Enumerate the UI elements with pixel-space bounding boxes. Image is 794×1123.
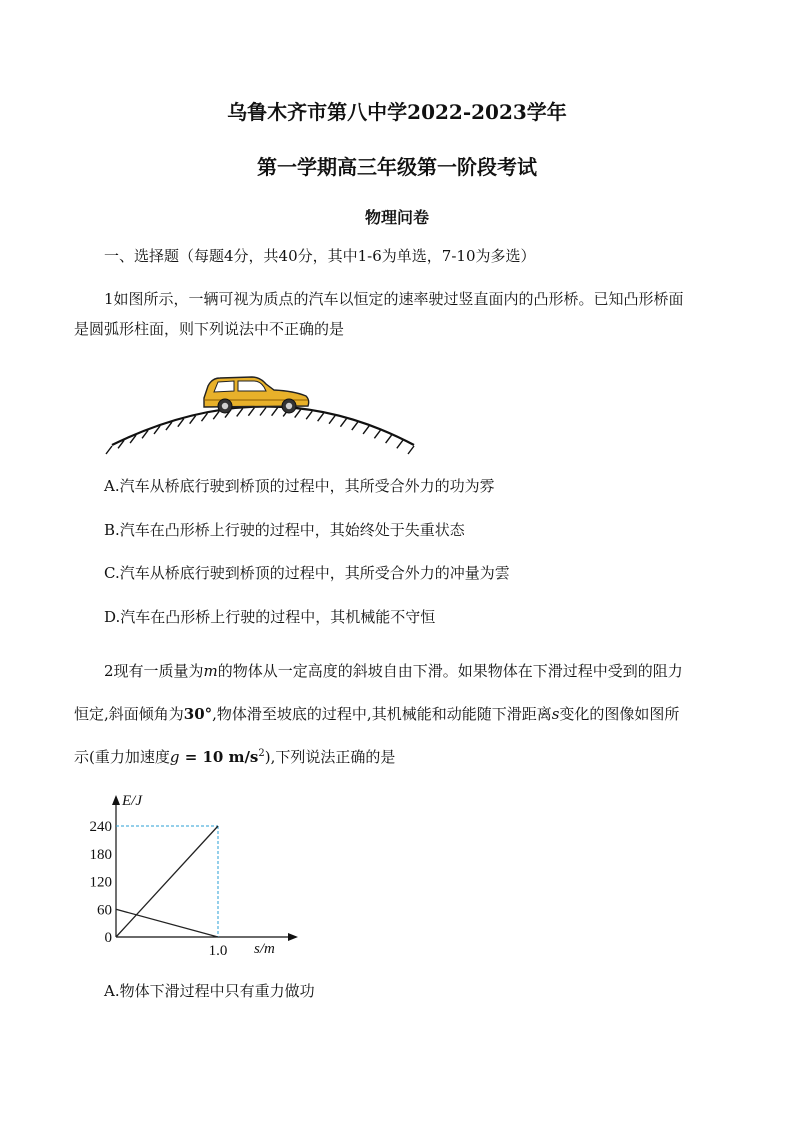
- exam-title-line1: 乌鲁木齐市第八中学2022-2023学年: [227, 100, 567, 124]
- bridge-hatch-mark: [213, 411, 219, 419]
- subject-title: 物理问卷: [364, 208, 429, 227]
- q1-option-a: A.汽车从桥底行驶到桥顶的过程中，其所受合外力的功为雰: [104, 477, 495, 495]
- series-line-1: [116, 826, 218, 937]
- q1-stem-line2: 是圆弧形柱面，则下列说法中不正确的是: [74, 320, 345, 338]
- bridge-hatch-mark: [106, 446, 112, 454]
- bridge-hatch-mark: [363, 426, 369, 434]
- bridge-hatch-mark: [340, 419, 346, 427]
- bridge-hatch-mark: [295, 410, 301, 418]
- exam-title-line2: 第一学期高三年级第一阶段考试: [257, 155, 537, 179]
- bridge-hatch-mark: [318, 413, 324, 421]
- q2-stem-line2: 恒定,斜面倾角为30°,物体滑至坡底的过程中,其机械能和动能随下滑距离s变化的图像如图所: [74, 705, 680, 723]
- bridge-hatch-mark: [352, 422, 358, 430]
- bridge-hatch-mark: [397, 440, 403, 448]
- y-tick-label: 120: [89, 874, 112, 891]
- bridge-hatch-mark: [248, 408, 254, 416]
- bridge-hatch-mark: [306, 411, 312, 419]
- bridge-hatch-mark: [374, 430, 380, 438]
- y-tick-label: 180: [89, 846, 112, 863]
- q1-stem-line1: 1如图所示，一辆可视为质点的汽车以恒定的速率驶过竖直面内的凸形桥。已知凸形桥面: [104, 290, 684, 308]
- y-axis-label: E/J: [122, 793, 142, 809]
- x-axis-label: s/m: [254, 941, 275, 957]
- bridge-hatch-mark: [386, 435, 392, 443]
- series-line-2: [116, 909, 218, 937]
- bridge-hatch-mark: [260, 408, 266, 416]
- y-tick-label: 240: [89, 819, 112, 835]
- section-heading: 一、选择题（每题4分，共40分，其中1-6为单选，7-10为多选）: [104, 247, 536, 265]
- bridge-hatch-mark: [237, 408, 243, 416]
- y-tick-label: 60: [97, 902, 112, 919]
- bridge-hatch-mark: [408, 446, 414, 454]
- bridge-hatch-mark: [201, 413, 207, 421]
- x-axis-arrow: [288, 933, 298, 941]
- y-tick-label: 0: [104, 930, 112, 946]
- bridge-hatch-mark: [272, 408, 278, 416]
- q2-option-a: A.物体下滑过程中只有重力做功: [104, 982, 315, 1000]
- car-bridge-figure: [104, 360, 424, 460]
- energy-graph: [76, 785, 306, 965]
- q1-option-c: C.汽车从桥底行驶到桥顶的过程中，其所受合外力的冲量为雲: [104, 564, 510, 582]
- q2-stem-line3: 示(重力加速度g = 10 $m/s^2$),下列说法正确的是: [74, 748, 396, 766]
- q1-option-d: D.汽车在凸形桥上行驶的过程中，其机械能不守恒: [104, 608, 436, 626]
- bridge-hatch-mark: [329, 416, 335, 424]
- q2-stem-line1: 2现有一质量为m的物体从一定高度的斜坡自由下滑。如果物体在下滑过程中受到的阻力: [104, 662, 683, 680]
- q1-option-b: B.汽车在凸形桥上行驶的过程中，其始终处于失重状态: [104, 521, 465, 539]
- y-axis-arrow: [112, 795, 120, 805]
- x-tick-label: 1.0: [208, 943, 228, 959]
